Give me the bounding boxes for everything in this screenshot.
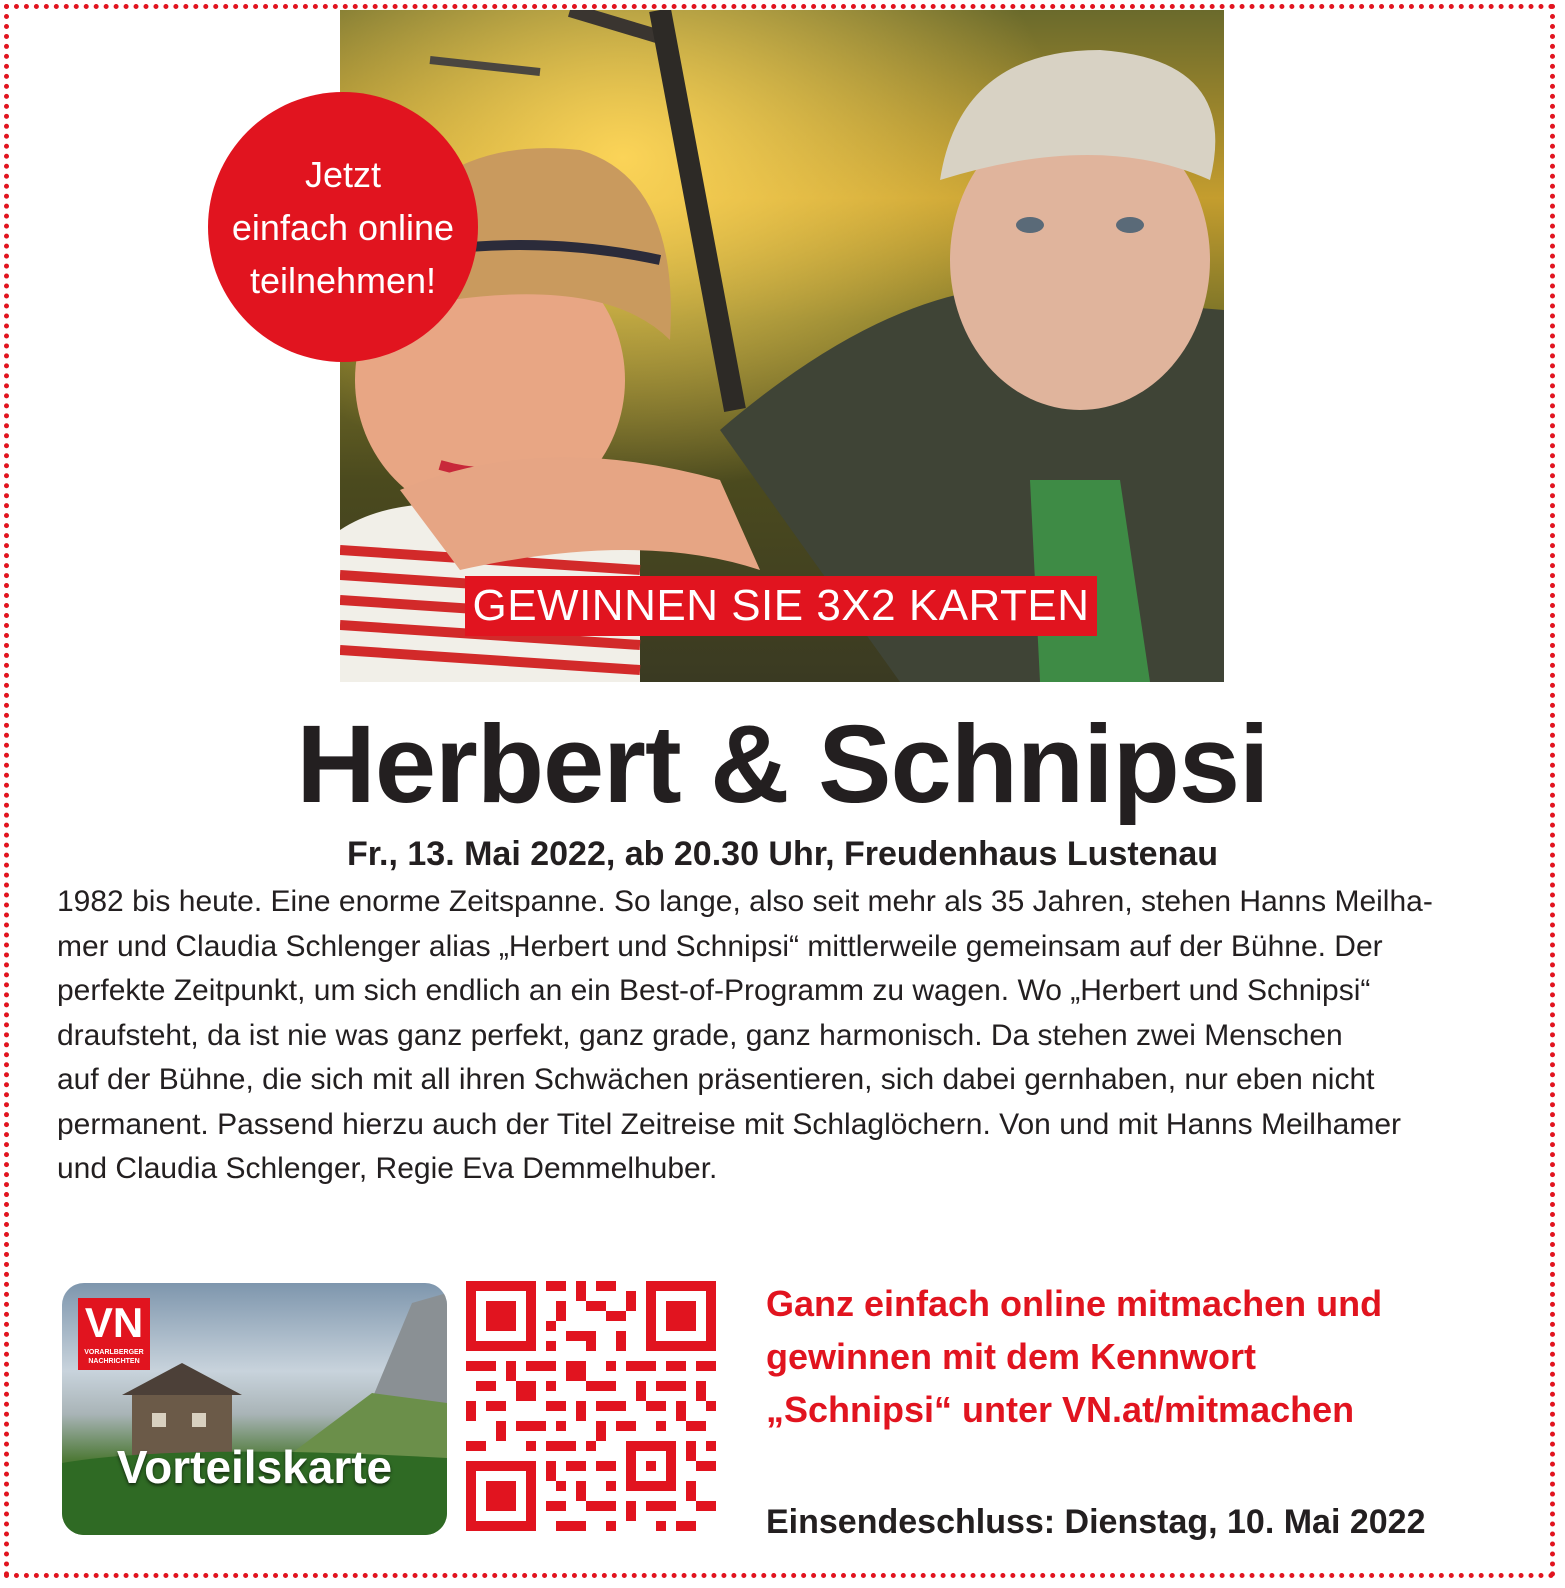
description-line: 1982 bis heute. Eine enorme Zeitspanne. So lange, also seit mehr als 35 Jahren, stehen Hanns Meilha- [57, 885, 1433, 918]
vn-logo-subtitle-2: NACHRICHTEN [88, 1358, 140, 1365]
cta-line: Ganz einfach online mitmachen und [766, 1283, 1383, 1324]
vn-logo-subtitle-1: VORARLBERGER [84, 1349, 144, 1356]
vn-logo [78, 1298, 150, 1370]
participate-badge [208, 92, 478, 362]
badge-line-1: Jetzt [304, 153, 382, 195]
card-label: Vorteilskarte [116, 1441, 393, 1493]
qr-code[interactable] [466, 1281, 716, 1531]
participation-instructions [766, 1277, 1486, 1436]
event-date-location: Fr., 13. Mai 2022, ab 20.30 Uhr, Freudenhaus Lustenau [346, 835, 1219, 873]
description-line: draufsteht, da ist nie was ganz perfekt, ganz grade, ganz harmonisch. Da stehen zwei Menschen [57, 1018, 1343, 1052]
badge-line-2: einfach online [231, 206, 455, 248]
cta-line: gewinnen mit dem Kennwort [766, 1336, 1257, 1377]
description-line: auf der Bühne, die sich mit all ihren Schwächen präsentieren, sich dabei gernhaben, nur eben nicht [57, 1063, 1375, 1096]
win-tickets-banner: GEWINNEN SIE 3X2 KARTEN [465, 576, 1097, 636]
entry-deadline: Einsendeschluss: Dienstag, 10. Mai 2022 [766, 1503, 1426, 1541]
vn-logo-letters: VN [84, 1299, 144, 1346]
cta-line: „Schnipsi“ unter VN.at/mitmachen [766, 1389, 1355, 1430]
description-line: und Claudia Schlenger, Regie Eva Demmelhuber. [57, 1152, 718, 1185]
vorteilskarte-card [62, 1283, 447, 1535]
badge-line-3: teilnehmen! [249, 259, 437, 301]
description-line: mer und Claudia Schlenger alias „Herbert und Schnipsi“ mittlerweile gemeinsam auf der Bühne. Der [57, 929, 1383, 963]
description-line: permanent. Passend hierzu auch der Titel Zeitreise mit Schlaglöchern. Von und mit Hanns Meilhamer [57, 1107, 1402, 1141]
event-description [57, 880, 1517, 1192]
description-line: perfekte Zeitpunkt, um sich endlich an ein Best-of-Programm zu wagen. Wo „Herbert und Schnipsi“ [57, 974, 1371, 1007]
event-title: Herbert & Schnipsi [296, 703, 1269, 826]
